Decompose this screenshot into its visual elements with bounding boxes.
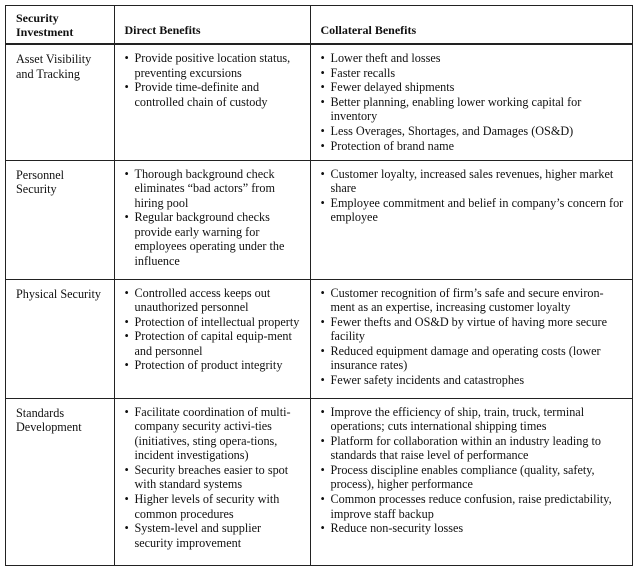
list-item (321, 80, 625, 95)
benefit-text: Protection of product integrity (134, 358, 283, 373)
bullet-icon: • (320, 373, 325, 388)
collateral-benefits-list (321, 405, 625, 536)
bullet-icon: • (320, 462, 325, 477)
list-item (321, 492, 625, 521)
collateral-benefits-cell (310, 160, 632, 279)
header-collateral-benefits: Collateral Benefits (310, 6, 632, 44)
bullet-icon: • (124, 521, 129, 536)
security-benefits-table (6, 6, 632, 565)
benefit-text: Provide time-definite and controlled chain of custody (134, 80, 268, 109)
benefit-text: System-level and supplier security improvement (134, 521, 262, 550)
bullet-icon: • (124, 166, 129, 181)
bullet-icon: • (124, 285, 129, 300)
asset-visibility-row (6, 44, 632, 160)
benefit-text: Fewer safety incidents and catastrophes (330, 373, 525, 388)
security-investment-cell: Personnel Security (16, 167, 65, 197)
security-investment-cell: Physical Security (16, 286, 101, 301)
direct-benefits-list (125, 405, 302, 551)
list-item (125, 286, 302, 315)
list-item (321, 373, 625, 388)
direct-benefits-cell (114, 279, 310, 398)
benefit-text: Fewer thefts and OS&D by virtue of having more secure facility (330, 314, 608, 344)
bullet-icon: • (320, 195, 325, 210)
header-row (6, 6, 632, 44)
list-item (321, 521, 625, 536)
list-item (321, 167, 625, 196)
benefit-text: Reduced equipment damage and operating costs (lower insurance rates) (330, 343, 601, 373)
bullet-icon: • (320, 404, 325, 419)
benefit-text: Employee commitment and belief in company’s concern for employee (330, 195, 624, 225)
benefits-table-frame (5, 5, 633, 566)
collateral-benefits-list (321, 167, 625, 225)
table-body (6, 44, 632, 565)
collateral-benefits-cell (310, 398, 632, 565)
bullet-icon: • (320, 521, 325, 536)
direct-benefits-list (125, 51, 302, 109)
direct-benefits-cell (114, 398, 310, 565)
list-item (125, 167, 302, 211)
direct-benefits-cell (114, 44, 310, 160)
bullet-icon: • (124, 462, 129, 477)
bullet-icon: • (320, 343, 325, 358)
list-item (125, 405, 302, 463)
list-item (321, 95, 625, 124)
benefit-text: Faster recalls (330, 65, 396, 80)
bullet-icon: • (320, 65, 325, 80)
benefit-text: Thorough background check eliminates “bad actors” from hiring pool (134, 166, 275, 210)
bullet-icon: • (124, 210, 129, 225)
benefit-text: Protection of capital equip-ment and personnel (134, 329, 292, 358)
list-item (125, 210, 302, 268)
bullet-icon: • (320, 433, 325, 448)
list-item (321, 66, 625, 81)
collateral-benefits-cell (310, 279, 632, 398)
bullet-icon: • (124, 358, 129, 373)
list-item (321, 196, 625, 225)
list-item (125, 463, 302, 492)
benefit-text: Protection of intellectual property (134, 314, 300, 329)
list-item (125, 51, 302, 80)
direct-benefits-cell (114, 160, 310, 279)
benefit-text: Process discipline enables compliance (quality, safety, process), higher performance (330, 462, 595, 492)
security-investment-cell: Standards Development (16, 405, 82, 435)
bullet-icon: • (320, 94, 325, 109)
list-item (321, 463, 625, 492)
benefit-text: Improve the efficiency of ship, train, truck, terminal operations; cuts international shipping times (330, 404, 585, 434)
bullet-icon: • (320, 314, 325, 329)
bullet-icon: • (320, 166, 325, 181)
list-item (125, 521, 302, 550)
header-direct-benefits: Direct Benefits (114, 6, 310, 44)
benefit-text: Security breaches easier to spot with standard systems (134, 462, 289, 492)
benefit-text: Protection of brand name (330, 138, 455, 153)
bullet-icon: • (124, 492, 129, 507)
benefit-text: Common processes reduce confusion, raise predictability, improve staff backup (330, 492, 612, 521)
benefit-text: Regular background checks provide early warning for employees operating under the influence (134, 210, 285, 269)
list-item (321, 286, 625, 315)
header-security-investment: Security Investment (6, 6, 114, 44)
list-item (125, 492, 302, 521)
bullet-icon: • (124, 51, 129, 65)
benefit-text: Provide positive location status, preventing excursions (134, 51, 291, 80)
list-item (125, 315, 302, 330)
list-item (125, 329, 302, 358)
bullet-icon: • (320, 138, 325, 153)
list-item (321, 139, 625, 154)
personnel-security-row (6, 160, 632, 279)
benefit-text: Fewer delayed shipments (330, 80, 455, 95)
bullet-icon: • (320, 80, 325, 95)
collateral-benefits-list (321, 51, 625, 153)
bullet-icon: • (124, 404, 129, 419)
benefit-text: Higher levels of security with common procedures (134, 492, 280, 521)
bullet-icon: • (320, 51, 325, 65)
list-item (321, 434, 625, 463)
bullet-icon: • (320, 492, 325, 507)
list-item (125, 80, 302, 109)
list-item (321, 315, 625, 344)
benefit-text: Platform for collaboration within an industry leading to standards that raise level of performance (330, 433, 601, 463)
benefit-text: Customer recognition of firm’s safe and secure environ-ment as an expertise, increasing customer loyalty (330, 285, 604, 315)
direct-benefits-list (125, 286, 302, 374)
list-item (125, 358, 302, 373)
list-item (321, 344, 625, 373)
list-item (321, 51, 625, 66)
collateral-benefits-cell (310, 44, 632, 160)
benefit-text: Less Overages, Shortages, and Damages (OS&D) (330, 123, 574, 138)
benefit-text: Reduce non-security losses (330, 521, 464, 536)
bullet-icon: • (320, 285, 325, 300)
benefit-text: Better planning, enabling lower working capital for inventory (330, 94, 582, 124)
collateral-benefits-list (321, 286, 625, 388)
bullet-icon: • (124, 314, 129, 329)
bullet-icon: • (320, 123, 325, 138)
list-item (321, 405, 625, 434)
benefit-text: Lower theft and losses (330, 51, 441, 65)
list-item (321, 124, 625, 139)
bullet-icon: • (124, 329, 129, 344)
direct-benefits-list (125, 167, 302, 269)
bullet-icon: • (124, 80, 129, 95)
benefit-text: Facilitate coordination of multi-company security activi-ties (initiatives, sting opera-tions, incident investigations) (134, 404, 291, 463)
security-investment-cell: Asset Visibility and Tracking (16, 52, 92, 81)
benefit-text: Controlled access keeps out unauthorized personnel (134, 285, 271, 315)
benefit-text: Customer loyalty, increased sales revenues, higher market share (330, 166, 614, 196)
standards-development-row (6, 398, 632, 565)
physical-security-row (6, 279, 632, 398)
